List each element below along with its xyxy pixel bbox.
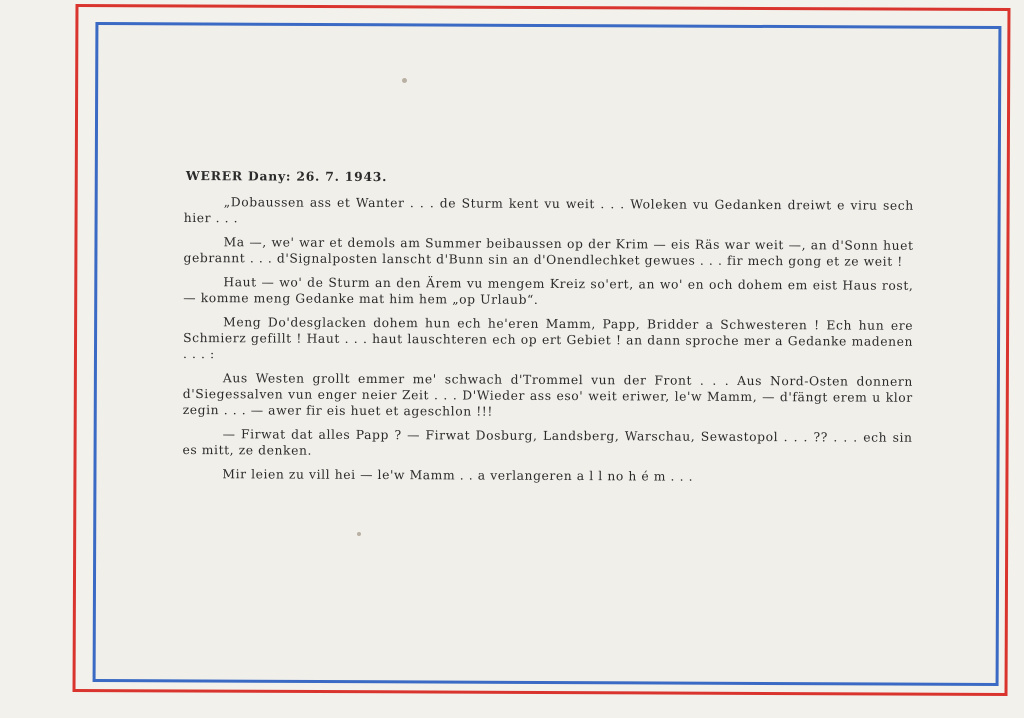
letter-paragraph: Ma —, we' war et demols am Summer beibaussen op der Krim — eis Räs war weit —, an d'Sonn huet gebrannt . . . d'Signalposten lanscht d'Bunn sin an d'Onendlechket gewues . . . fir mech gong et ze weit ! [183,235,914,269]
paper-spot [402,78,407,83]
letter-paragraph: Aus Westen grollt emmer me' schwach d'Trommel vun der Front . . . Aus Nord-Osten donnern d'Siegessalven vun enger neier Zeit . . . D'Wieder ass eso' weit eriwer, le'w Mamm, — d'fängt erem u klor zegin . . . — awer fir eis huet et ageschlon !!! [182,371,913,419]
letter-paragraph: Haut — wo' de Sturm an den Ärem vu mengem Kreiz so'ert, an wo' en och dohem em eist Haus rost, — komme meng Gedanke mat him hem „op Urlaub“. [183,275,914,307]
letter-paragraph: Mir leien zu vill hei — le'w Mamm . . a verlangeren a l l no h é m . . . [222,467,694,484]
letter-paragraph: „Dobaussen ass et Wanter . . . de Sturm kent vu weit . . . Woleken vu Gedanken dreiwt e viru sech hier . . . [183,195,914,226]
letter-paragraph: — Firwat dat alles Papp ? — Firwat Dosburg, Landsberg, Warschau, Sewastopol . . . ?? . . . ech sin es mitt, ze denken. [182,427,913,458]
letter-heading: WERER Dany: 26. 7. 1943. [185,168,388,185]
letter-text [182,168,914,494]
letter-paragraph: Meng Do'desglacken dohem hun ech he'eren Mamm, Papp, Bridder a Schwesteren ! Ech hun ere Schmierz gefillt ! Haut . . . haut lauschteren ech op ert Gebiet ! an dann sproche mer a Gedanke madenen . . . : [182,315,914,362]
paper-spot [357,532,361,536]
